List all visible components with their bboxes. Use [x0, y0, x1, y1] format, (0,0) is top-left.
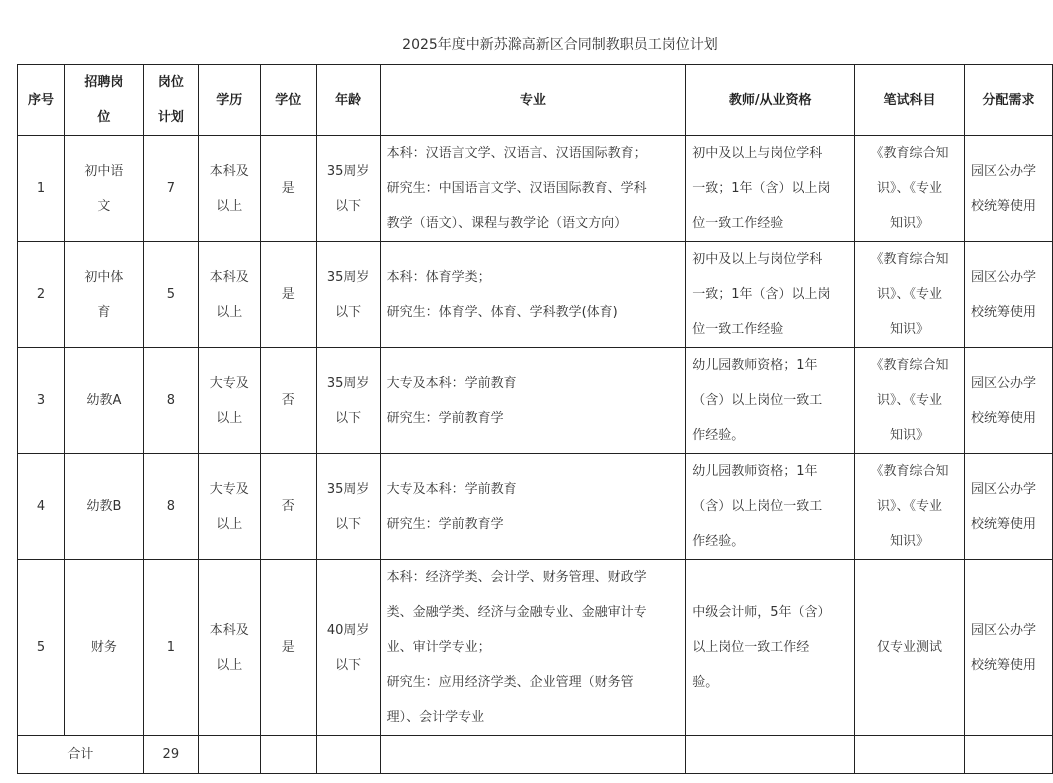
cell-qualification-line: 中级会计师，5年（含） — [692, 605, 831, 620]
total-empty-cell — [198, 736, 260, 774]
cell-major-line: 研究生：体育学、体育、学科教学(体育) — [386, 304, 618, 320]
cell-plan: 8 — [143, 454, 198, 560]
cell-qualification-line: 幼儿园教师资格；1年 — [692, 358, 818, 373]
cell-exam-line: 《教育综合知 — [870, 464, 949, 479]
cell-post-line: 文 — [97, 198, 111, 214]
cell-age-line: 以下 — [335, 516, 362, 532]
cell-assignment-line: 校统筹使用 — [971, 516, 1037, 532]
cell-seq: 2 — [18, 242, 65, 348]
cell-exam-line: 识》、《专业 — [877, 499, 943, 514]
total-empty-cell — [855, 736, 965, 774]
cell-degree: 否 — [260, 454, 316, 560]
cell-age — [316, 136, 380, 242]
cell-exam-line: 知识》 — [890, 216, 930, 231]
cell-major — [380, 560, 686, 736]
cell-exam-line: 识》、《专业 — [877, 287, 943, 302]
header-post-line: 位 — [97, 110, 111, 125]
cell-exam-line: 识》、《专业 — [877, 393, 943, 408]
cell-assignment-line: 校统筹使用 — [971, 198, 1037, 214]
cell-major-line: 本科：经济学类、会计学、财务管理、财政学 — [386, 570, 647, 585]
cell-seq: 5 — [18, 560, 65, 736]
cell-exam — [855, 348, 965, 454]
cell-age-line: 以下 — [335, 304, 362, 320]
cell-qualification-line: （含）以上岗位一致工 — [692, 499, 823, 514]
cell-qualification-line: 幼儿园教师资格；1年 — [692, 464, 818, 479]
cell-age-line: 40周岁 — [326, 622, 370, 638]
cell-exam — [855, 560, 965, 736]
cell-major-line: 业、审计学专业； — [386, 640, 491, 655]
total-label: 合计 — [18, 736, 144, 774]
cell-education-line: 大专及 — [209, 375, 249, 391]
cell-exam-line: 知识》 — [890, 322, 930, 337]
cell-major — [380, 136, 686, 242]
cell-assignment — [965, 348, 1053, 454]
cell-qualification-line: 作经验。 — [692, 534, 745, 549]
header-post — [64, 65, 143, 136]
cell-exam-line: 识》、《专业 — [877, 181, 943, 196]
cell-age-line: 35周岁 — [326, 375, 370, 391]
cell-seq: 3 — [18, 348, 65, 454]
cell-exam — [855, 242, 965, 348]
cell-education-line: 本科及 — [209, 622, 249, 638]
cell-plan: 5 — [143, 242, 198, 348]
cell-qualification-line: 初中及以上与岗位学科 — [692, 146, 823, 161]
cell-major-line: 本科：体育学类； — [386, 269, 491, 285]
cell-assignment-line: 园区公办学 — [971, 269, 1037, 285]
cell-major-line: 大专及本科：学前教育 — [386, 375, 517, 391]
header-education: 学历 — [198, 65, 260, 136]
cell-major-line: 类、金融学类、经济与金融专业、金融审计专 — [386, 605, 647, 620]
header-qualification: 教师/从业资格 — [686, 65, 855, 136]
cell-degree: 是 — [260, 560, 316, 736]
cell-qualification-line: （含）以上岗位一致工 — [692, 393, 823, 408]
cell-education-line: 以上 — [216, 516, 243, 532]
cell-qualification-line: 初中及以上与岗位学科 — [692, 252, 823, 267]
table-row — [18, 454, 1053, 560]
cell-qualification — [686, 136, 855, 242]
cell-post-line: 初中体 — [84, 269, 124, 285]
cell-qualification — [686, 242, 855, 348]
table-row — [18, 242, 1053, 348]
cell-assignment-line: 园区公办学 — [971, 622, 1037, 638]
header-seq: 序号 — [18, 65, 65, 136]
cell-exam-line: 《教育综合知 — [870, 252, 949, 267]
total-empty-cell — [965, 736, 1053, 774]
cell-plan: 7 — [143, 136, 198, 242]
cell-seq: 4 — [18, 454, 65, 560]
cell-exam — [855, 454, 965, 560]
cell-exam — [855, 136, 965, 242]
cell-qualification-line: 一致；1年（含）以上岗 — [692, 287, 831, 302]
header-age: 年龄 — [316, 65, 380, 136]
cell-age — [316, 242, 380, 348]
cell-assignment-line: 园区公办学 — [971, 481, 1037, 497]
header-post-line: 招聘岗 — [84, 75, 124, 90]
cell-assignment-line: 校统筹使用 — [971, 410, 1037, 426]
header-major: 专业 — [380, 65, 686, 136]
cell-post — [64, 242, 143, 348]
cell-age-line: 35周岁 — [326, 481, 370, 497]
cell-education-line: 以上 — [216, 410, 243, 426]
cell-education-line: 大专及 — [209, 481, 249, 497]
cell-education-line: 以上 — [216, 657, 243, 673]
cell-exam-line: 仅专业测试 — [877, 640, 943, 655]
cell-assignment — [965, 560, 1053, 736]
cell-assignment — [965, 242, 1053, 348]
header-assignment: 分配需求 — [965, 65, 1053, 136]
cell-qualification-line: 以上岗位一致工作经 — [692, 640, 810, 655]
cell-qualification-line: 位一致工作经验 — [692, 322, 784, 337]
total-empty-cell — [316, 736, 380, 774]
cell-post-line: 财务 — [90, 640, 117, 655]
cell-seq: 1 — [18, 136, 65, 242]
cell-post-line: 幼教B — [86, 499, 122, 514]
cell-major-line: 研究生：中国语言文学、汉语国际教育、学科 — [386, 181, 647, 196]
total-empty-cell — [686, 736, 855, 774]
cell-exam-line: 《教育综合知 — [870, 358, 949, 373]
cell-post — [64, 136, 143, 242]
cell-education — [198, 560, 260, 736]
header-degree: 学位 — [260, 65, 316, 136]
cell-plan: 8 — [143, 348, 198, 454]
cell-major-line: 研究生：应用经济学类、企业管理（财务管 — [386, 675, 634, 690]
cell-post-line: 幼教A — [86, 393, 122, 408]
cell-exam-line: 知识》 — [890, 534, 930, 549]
total-plan: 29 — [143, 736, 198, 774]
total-empty-cell — [380, 736, 686, 774]
cell-plan: 1 — [143, 560, 198, 736]
table-body — [18, 65, 1053, 774]
total-row — [18, 736, 1053, 774]
cell-age — [316, 454, 380, 560]
cell-post-line: 育 — [97, 304, 111, 320]
cell-education-line: 以上 — [216, 304, 243, 320]
table-row — [18, 560, 1053, 736]
cell-major-line: 教学（语文）、课程与教学论（语文方向） — [386, 216, 628, 231]
header-row — [18, 65, 1053, 136]
cell-education-line: 本科及 — [209, 163, 249, 179]
table-row — [18, 136, 1053, 242]
cell-qualification-line: 位一致工作经验 — [692, 216, 784, 231]
cell-assignment-line: 园区公办学 — [971, 163, 1037, 179]
cell-qualification — [686, 348, 855, 454]
cell-education-line: 以上 — [216, 198, 243, 214]
cell-qualification-line: 验。 — [692, 675, 719, 690]
cell-major-line: 大专及本科：学前教育 — [386, 481, 517, 497]
cell-education — [198, 454, 260, 560]
header-plan — [143, 65, 198, 136]
cell-major — [380, 348, 686, 454]
cell-age-line: 以下 — [335, 198, 362, 214]
cell-major-line: 本科：汉语言文学、汉语言、汉语国际教育； — [386, 146, 647, 161]
cell-exam-line: 知识》 — [890, 428, 930, 443]
cell-degree: 是 — [260, 136, 316, 242]
cell-assignment-line: 校统筹使用 — [971, 657, 1037, 673]
cell-major — [380, 454, 686, 560]
cell-assignment-line: 校统筹使用 — [971, 304, 1037, 320]
cell-education — [198, 242, 260, 348]
cell-qualification-line: 一致；1年（含）以上岗 — [692, 181, 831, 196]
cell-degree: 是 — [260, 242, 316, 348]
cell-qualification — [686, 560, 855, 736]
cell-age — [316, 348, 380, 454]
cell-post — [64, 560, 143, 736]
total-empty-cell — [260, 736, 316, 774]
header-plan-line: 计划 — [157, 110, 184, 125]
cell-age-line: 以下 — [335, 410, 362, 426]
cell-assignment-line: 园区公办学 — [971, 375, 1037, 391]
cell-major — [380, 242, 686, 348]
cell-post-line: 初中语 — [84, 163, 124, 179]
table-row — [18, 348, 1053, 454]
cell-age-line: 35周岁 — [326, 269, 370, 285]
cell-assignment — [965, 454, 1053, 560]
cell-education — [198, 136, 260, 242]
cell-qualification — [686, 454, 855, 560]
header-plan-line: 岗位 — [157, 75, 184, 90]
post-plan-table — [17, 64, 1053, 774]
cell-post — [64, 454, 143, 560]
cell-age-line: 以下 — [335, 657, 362, 673]
cell-education — [198, 348, 260, 454]
cell-major-line: 研究生：学前教育学 — [386, 410, 504, 426]
cell-major-line: 研究生：学前教育学 — [386, 516, 504, 532]
cell-assignment — [965, 136, 1053, 242]
cell-qualification-line: 作经验。 — [692, 428, 745, 443]
cell-major-line: 理）、会计学专业 — [386, 710, 485, 725]
cell-age — [316, 560, 380, 736]
cell-exam-line: 《教育综合知 — [870, 146, 949, 161]
page-title: 2025年度中新苏滁高新区合同制教职员工岗位计划 — [402, 37, 718, 53]
cell-age-line: 35周岁 — [326, 163, 370, 179]
cell-post — [64, 348, 143, 454]
header-exam: 笔试科目 — [855, 65, 965, 136]
cell-education-line: 本科及 — [209, 269, 249, 285]
cell-degree: 否 — [260, 348, 316, 454]
